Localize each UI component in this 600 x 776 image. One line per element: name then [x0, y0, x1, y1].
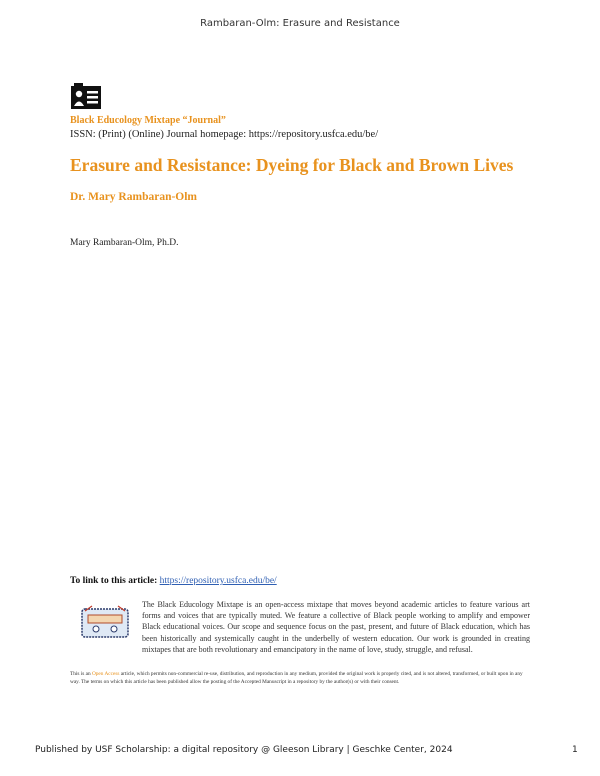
issn-line: ISSN: (Print) (Online) Journal homepage: https://repository.usfca.edu/be/	[70, 129, 379, 140]
journal-logo-icon	[70, 82, 102, 110]
journal-description: The Black Educology Mixtape is an open-access mixtape that moves beyond academic articles to feature various art forms and voices that are typically muted. We feature a collective of Black people working to amplify and empower Black educational voices. Our scope and sequence focus on the past, present, and future of Black education, which has been historically and systemically caught in the underbelly of western education. Our work is grounded in creating mixtapes that are both revolutionary and emancipatory in the name of love, study, struggle, and refusal.	[142, 600, 530, 654]
mixtape-cassette-icon	[80, 603, 130, 643]
author-name: Dr. Mary Rambaran-Olm	[70, 191, 198, 203]
article-title: Erasure and Resistance: Dyeing for Black and Brown Lives	[70, 155, 514, 175]
author-affiliation: Mary Rambaran-Olm, Ph.D.	[70, 238, 179, 248]
running-head: Rambaran-Olm: Erasure and Resistance	[200, 18, 400, 29]
license-statement	[70, 670, 530, 686]
article-link[interactable]: https://repository.usfca.edu/be/	[159, 576, 277, 586]
page-number: 1	[572, 745, 578, 755]
license-rest: article, which permits non-commercial re-use, distribution, and reproduction in any medium, provided the original work is properly cited, and is not altered, transformed, or built upon in any way. The terms on which this article has been published allow the posting of the Accepted Manuscript in a repository by the author(s) or with their consent.	[70, 671, 523, 685]
journal-name: Black Educology Mixtape “Journal”	[70, 115, 226, 126]
publisher-footer: Published by USF Scholarship: a digital repository @ Gleeson Library | Geschke Center, 2024	[35, 745, 453, 755]
license-prefix: This is an	[70, 671, 92, 677]
article-link-label: To link to this article:	[70, 576, 158, 586]
article-link-row	[70, 576, 277, 586]
open-access-label: Open Access	[91, 671, 120, 677]
